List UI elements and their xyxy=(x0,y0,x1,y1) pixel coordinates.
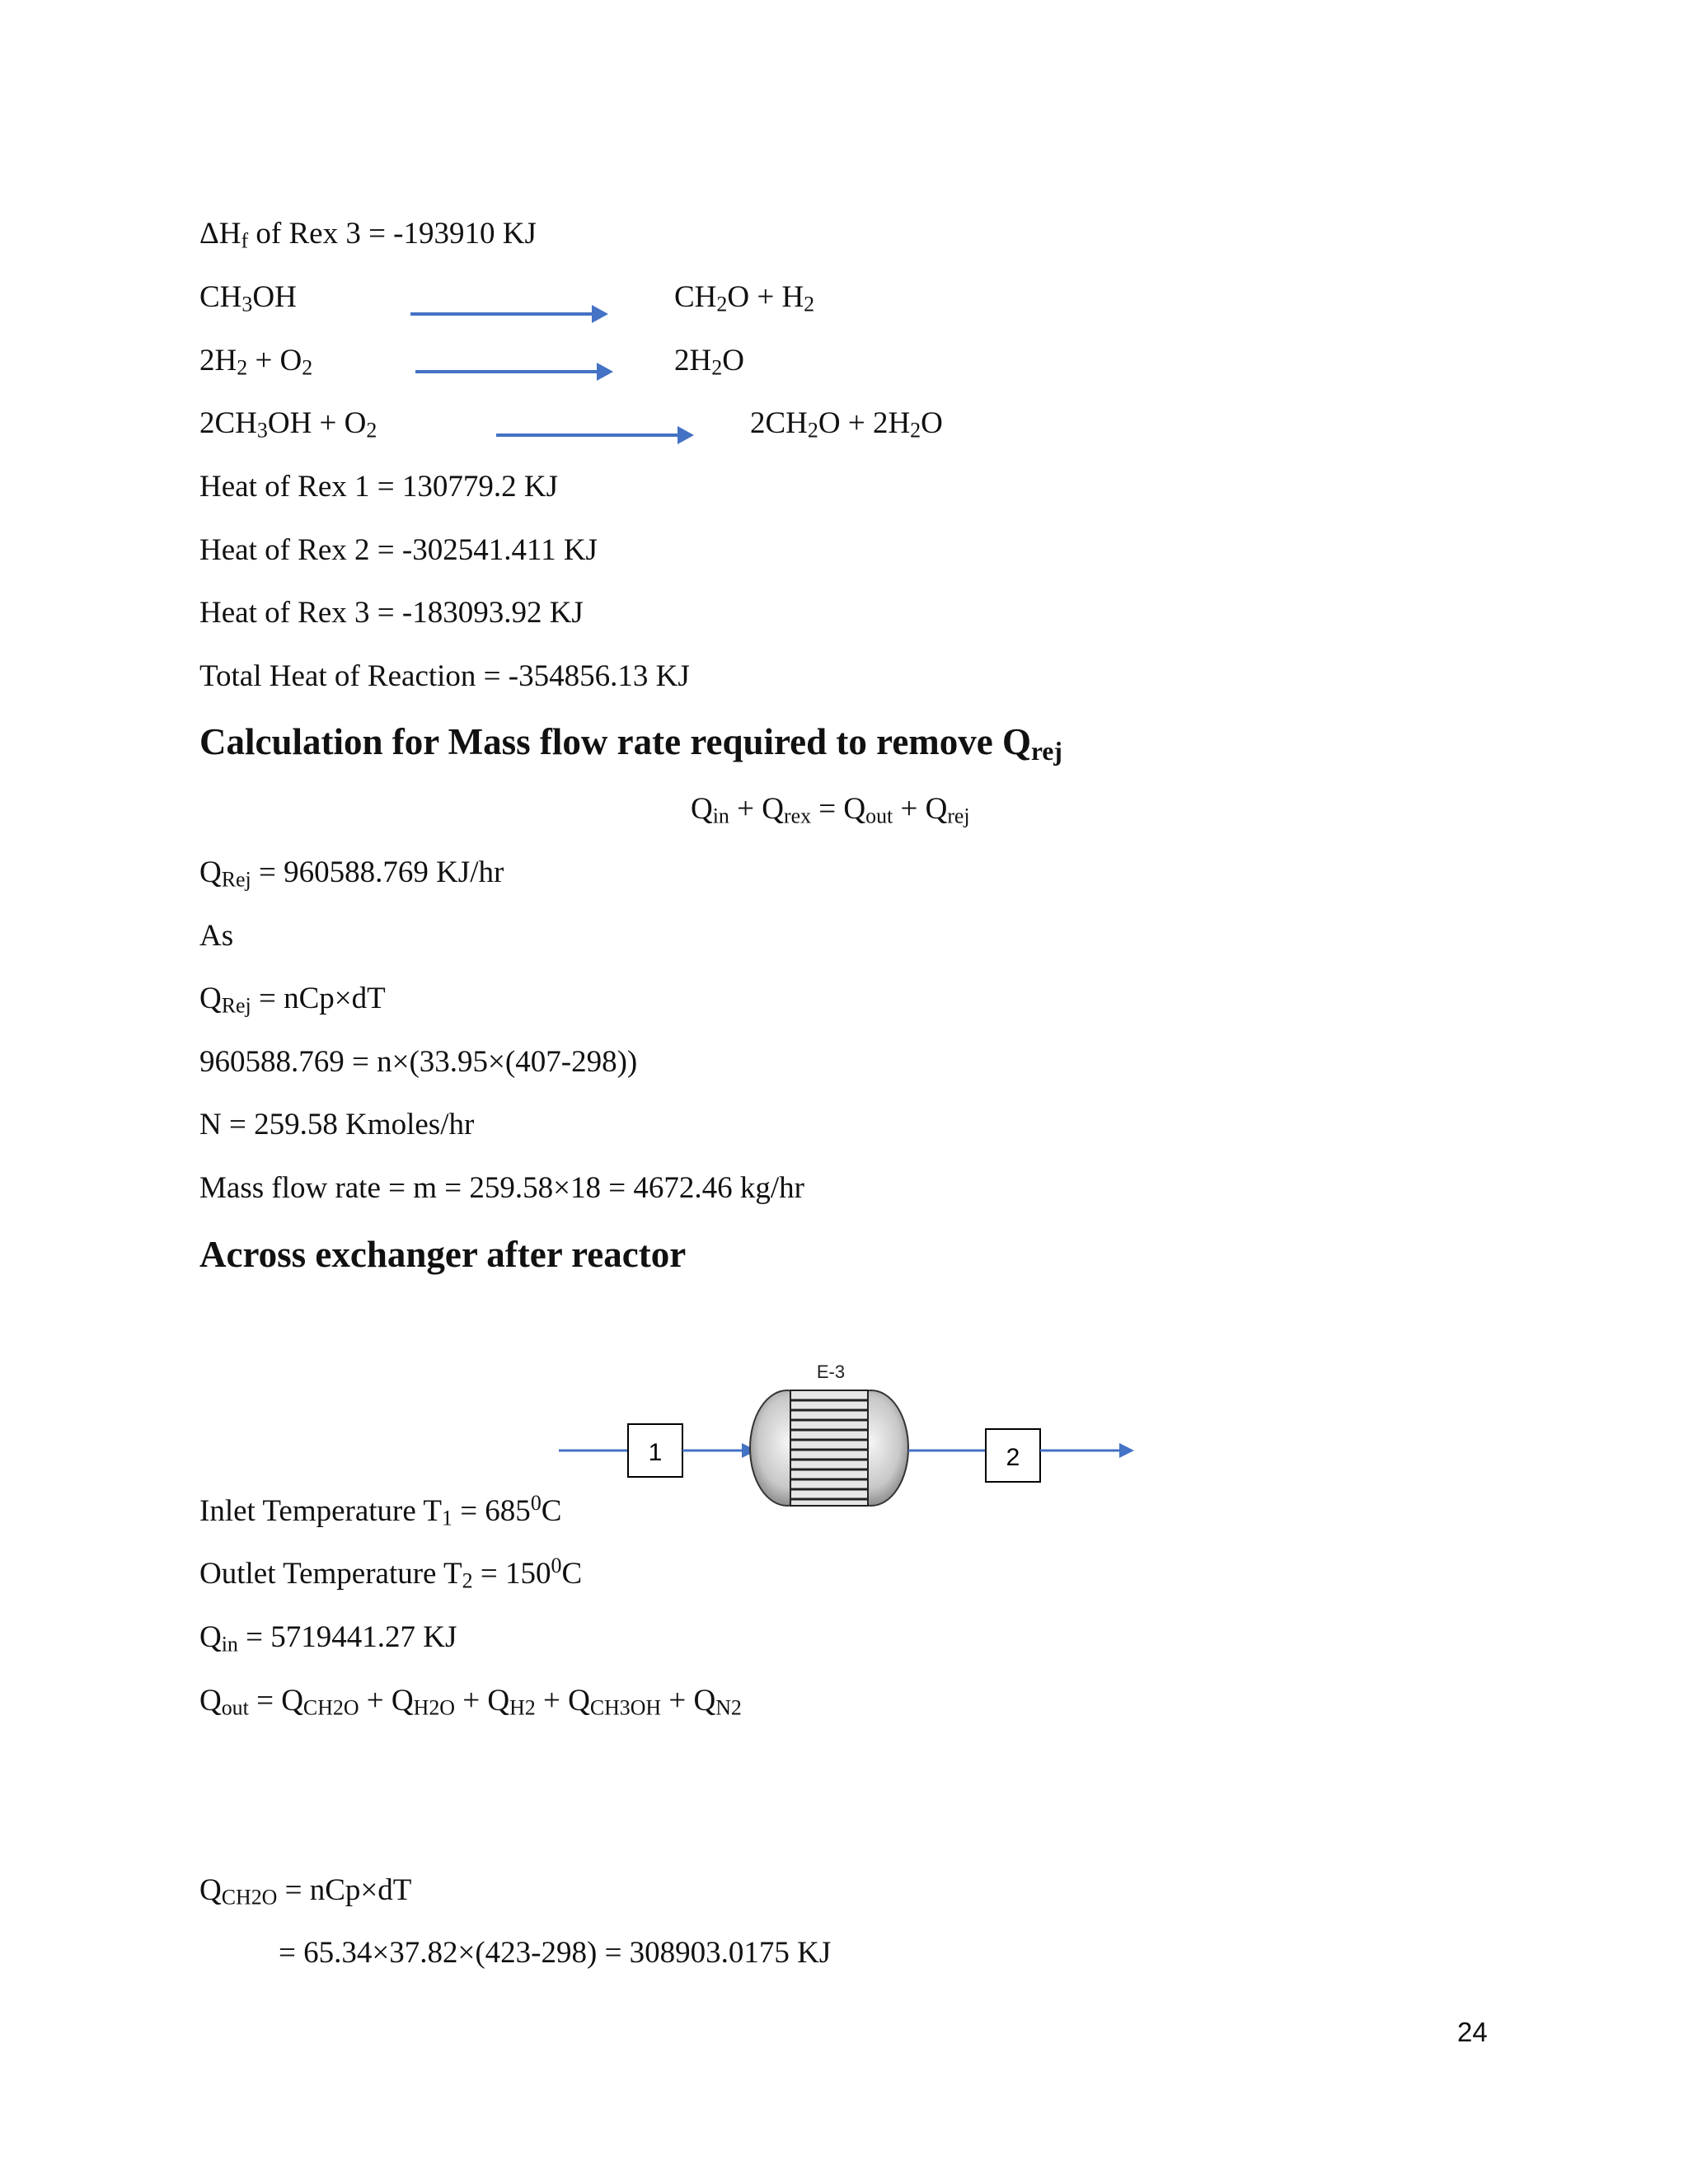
mass-flow-rate: Mass flow rate = m = 259.58×18 = 4672.46 kg/hr xyxy=(199,1171,804,1205)
molar-flow: N = 259.58 Kmoles/hr xyxy=(199,1108,475,1141)
stream-2-arrowhead xyxy=(1119,1443,1134,1458)
as-text: As xyxy=(199,919,234,953)
reaction2-reactant: $2H_2 + O_2$ xyxy=(199,344,313,380)
reaction1-arrow xyxy=(410,312,593,316)
qrej-formula: $Q_{Rej} = nCp\times dT$ xyxy=(199,982,386,1018)
stream-1-label: 1 xyxy=(648,1439,663,1466)
heat-rex2: Heat of Rex 2 = -302541.411 KJ xyxy=(199,533,598,567)
exchanger-label: E-3 xyxy=(816,1361,846,1382)
outlet-temperature: Outlet Temperature $T_2 = 150^0C$ xyxy=(199,1554,583,1593)
heat-exchanger-diagram xyxy=(552,1352,1162,1516)
reaction2-product: $2H_2O$ xyxy=(674,344,744,380)
heat-rex1: Heat of Rex 1 = 130779.2 KJ xyxy=(199,470,559,504)
inlet-temperature: Inlet Temperature $T_1 = 685^0C$ xyxy=(199,1491,562,1530)
reaction3-arrow xyxy=(496,434,679,437)
reaction1-reactant: $CH_3OH$ xyxy=(199,280,297,316)
heat-rex3: Heat of Rex 3 = -183093.92 KJ xyxy=(199,596,584,630)
section-heading-exchanger: Across exchanger after reactor xyxy=(199,1234,687,1275)
qch2o-formula: $Q_{CH2O} = nCp\times dT$ xyxy=(199,1873,412,1910)
reaction2-arrow xyxy=(415,370,598,373)
qrej-calculation: 960588.769 = n×(33.95×(407-298)) xyxy=(199,1045,638,1079)
total-heat-of-reaction: Total Heat of Reaction = -354856.13 KJ xyxy=(199,659,690,693)
qrej-value: $Q_{Rej} = 960588.769$ KJ/hr xyxy=(199,855,504,892)
qch2o-calculation: = 65.34×37.82×(423-298) = 308903.0175 KJ xyxy=(279,1936,832,1970)
reaction3-reactant: $2CH_3OH + O_2$ xyxy=(199,406,377,443)
page-number: 24 xyxy=(1457,2017,1488,2047)
energy-balance-equation: $Q_{in} + Q_{rex} = Q_{out} + Q_{rej}$ xyxy=(691,792,970,828)
section-heading-mass-flow: Calculation for Mass flow rate required to remove $Q_{rej}$ xyxy=(199,721,1062,766)
reaction1-product: $CH_2O + H_2$ xyxy=(674,280,815,316)
stream-2-label: 2 xyxy=(1006,1444,1020,1471)
dhf-rex3-line: $\Delta H_f$ of Rex 3 = -193910 KJ xyxy=(199,217,537,253)
qout-equation: $Q_{out} = Q_{CH2O} + Q_{H2O} + Q_{H2} + Q_{CH3OH} + Q_{N2}$ xyxy=(199,1684,742,1720)
qin-value: $Q_{in} = 5719441.27$ KJ xyxy=(199,1620,457,1657)
reaction3-product: $2CH_2O + 2H_2O$ xyxy=(750,406,943,443)
